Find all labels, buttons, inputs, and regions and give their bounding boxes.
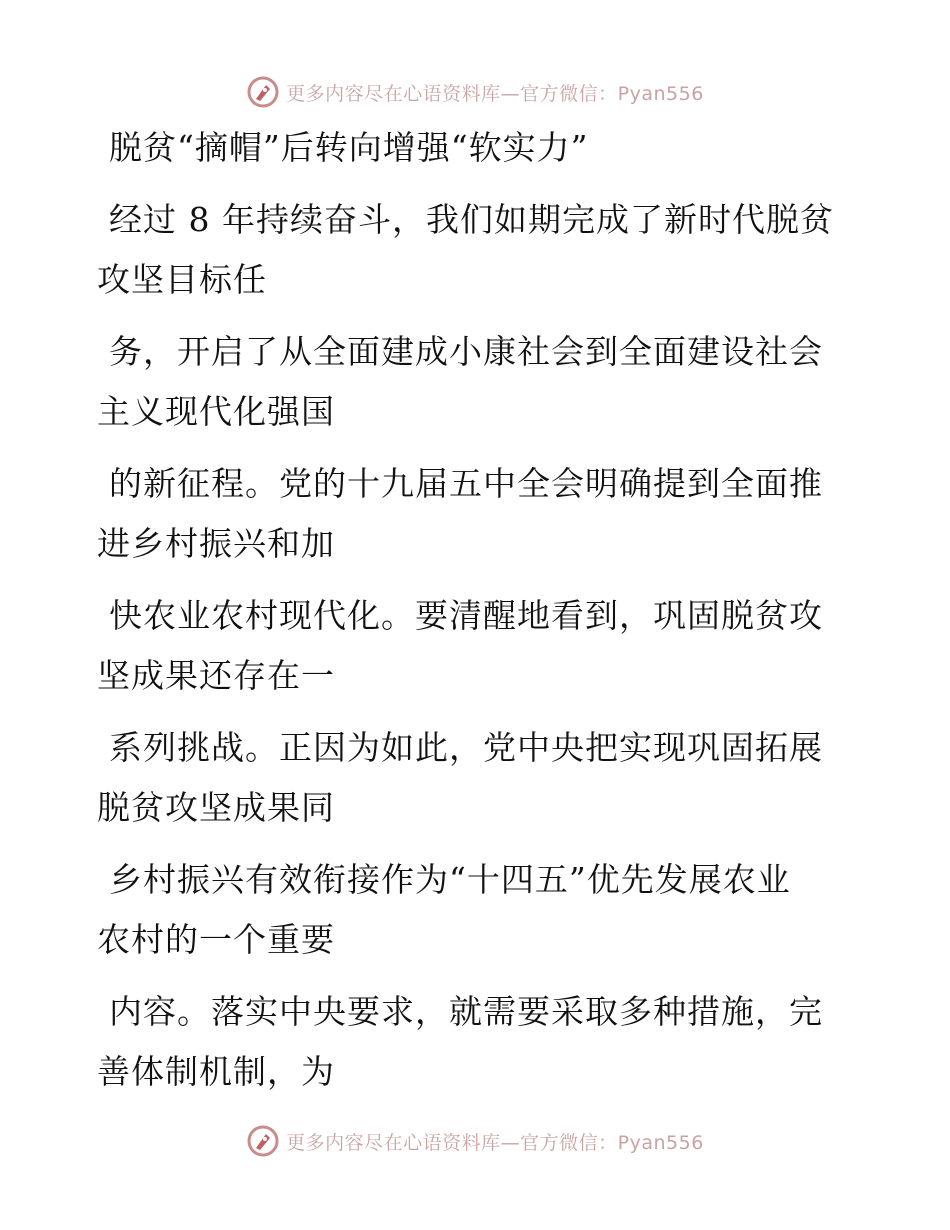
document-body — [97, 118, 857, 1102]
paragraph-line: 脱贫攻坚成果同 — [97, 788, 335, 827]
paragraph-line: 乡村振兴有效衔接作为“十四五”优先发展农业 — [109, 860, 791, 899]
paragraph-line: 系列挑战。正因为如此，党中央把实现巩固拓展 — [109, 728, 823, 767]
paragraph-line: 快农业农村现代化。要清醒地看到，巩固脱贫攻 — [109, 596, 823, 635]
paragraph — [97, 850, 857, 970]
paragraph — [97, 718, 857, 838]
paragraph — [97, 322, 857, 442]
paragraph-line: 进乡村振兴和加 — [97, 524, 335, 563]
paragraph-line: 的新征程。党的十九届五中全会明确提到全面推 — [109, 464, 823, 503]
paragraph-line: 农村的一个重要 — [97, 920, 335, 959]
header-banner-text: 更多内容尽在心语资料库—官方微信：Pyan556 — [286, 82, 704, 105]
paragraph-line: 攻坚目标任 — [97, 260, 267, 299]
footer-banner — [0, 1121, 950, 1161]
pen-nib-logo-icon — [246, 75, 280, 109]
paragraph-line: 善体制机制，为 — [97, 1052, 335, 1091]
paragraph — [97, 982, 857, 1102]
document-title: 脱贫“摘帽”后转向增强“软实力” — [109, 128, 589, 167]
paragraph — [97, 586, 857, 706]
paragraph-line: 主义现代化强国 — [97, 392, 335, 431]
header-banner — [0, 72, 950, 112]
paragraph-line: 务，开启了从全面建成小康社会到全面建设社会 — [109, 332, 823, 371]
pen-nib-logo-icon — [246, 1124, 280, 1158]
paragraph-line: 坚成果还存在一 — [97, 656, 335, 695]
footer-banner-text: 更多内容尽在心语资料库—官方微信：Pyan556 — [286, 1131, 704, 1154]
paragraph-line: 经过 8 年持续奋斗，我们如期完成了新时代脱贫 — [109, 200, 834, 239]
paragraph-line: 内容。落实中央要求，就需要采取多种措施，完 — [109, 992, 823, 1031]
paragraph — [97, 454, 857, 574]
paragraph — [97, 190, 857, 310]
